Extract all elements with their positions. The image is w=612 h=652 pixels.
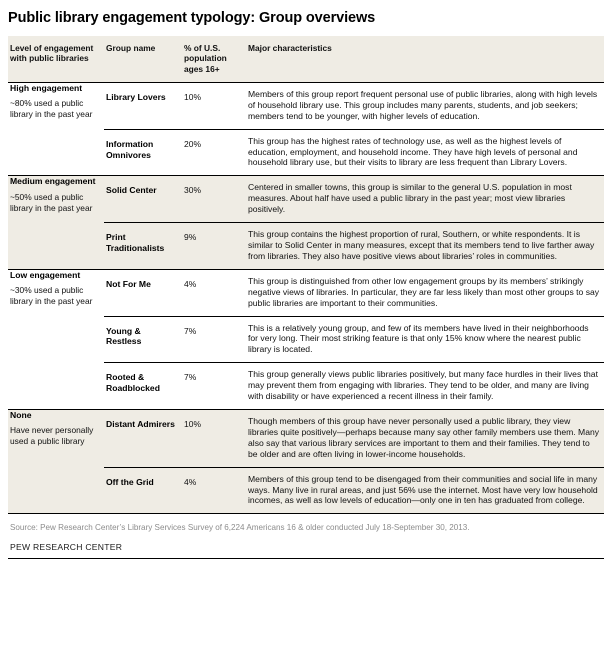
table-row bbox=[8, 269, 604, 316]
characteristics-cell: This group contains the highest proportion of rural, Southern, or white respondents. It is similar to Solid Center in many measures, except that its members tend to live farther away from libraries. They also have positive views about libraries’ roles in communities. bbox=[246, 223, 604, 270]
group-name-cell: Young & Restless bbox=[104, 316, 182, 363]
characteristics-cell: Members of this group tend to be disengaged from their communities and social life in many ways. Many live in rural areas, and just 56% use the internet. Most have very low household incomes, as well as low levels of education—only one in ten has graduated from college. bbox=[246, 467, 604, 513]
population-percent-cell: 10% bbox=[182, 82, 246, 129]
typology-table bbox=[8, 35, 604, 514]
group-name-cell: Rooted & Roadblocked bbox=[104, 363, 182, 410]
characteristics-cell: Centered in smaller towns, this group is similar to the general U.S. population in most measures. About half have used a public library in the past year; most view libraries positively. bbox=[246, 176, 604, 223]
typology-section bbox=[8, 82, 604, 175]
engagement-level-cell bbox=[8, 82, 104, 175]
typology-section bbox=[8, 269, 604, 409]
table-header bbox=[8, 35, 604, 82]
page-title: Public library engagement typology: Group overviews bbox=[8, 10, 376, 26]
engagement-level-subtitle: ~80% used a public library in the past year bbox=[10, 98, 93, 120]
engagement-level-title: Low engagement bbox=[10, 269, 81, 280]
characteristics-cell: This group generally views public libraries positively, but many face hurdles in their lives that may prevent them from engaging with libraries. They tend to be older, and many are living with disability or have experienced a recent illness in their family. bbox=[246, 363, 604, 410]
engagement-level-cell bbox=[8, 409, 104, 513]
engagement-level-title: High engagement bbox=[10, 82, 83, 93]
group-name-cell: Off the Grid bbox=[104, 467, 182, 513]
typology-section bbox=[8, 409, 604, 513]
characteristics-cell: This group has the highest rates of technology use, as well as the highest levels of education, employment, and household income. They have high levels of personal and household library use, but their visits to library are less frequent than Library Lovers. bbox=[246, 129, 604, 176]
population-percent-cell: 4% bbox=[182, 467, 246, 513]
column-header-level: Level of engagement with public libraries bbox=[8, 35, 104, 82]
characteristics-cell: This is a relatively young group, and few of its members have lived in their neighborhoods for very long. Their most striking feature is that only 15% know where the nearest public library is located. bbox=[246, 316, 604, 363]
engagement-level-block bbox=[10, 270, 96, 308]
group-name-cell: Solid Center bbox=[104, 176, 182, 223]
column-header-characteristics: Major characteristics bbox=[246, 35, 604, 82]
engagement-level-cell bbox=[8, 176, 104, 269]
table-row bbox=[8, 176, 604, 223]
group-name-cell: Not For Me bbox=[104, 269, 182, 316]
typology-section bbox=[8, 176, 604, 269]
group-name-cell: Distant Admirers bbox=[104, 409, 182, 467]
group-name-cell: Library Lovers bbox=[104, 82, 182, 129]
characteristics-cell: This group is distinguished from other low engagement groups by its members’ strikingly negative views of libraries. In particular, they are far less likely than most other groups to say public libraries are important to their communities. bbox=[246, 269, 604, 316]
characteristics-cell: Members of this group report frequent personal use of public libraries, along with high levels of household library use. This group includes many parents, students, and job seekers; members tend to be younger, with higher levels of education. bbox=[246, 82, 604, 129]
engagement-level-block bbox=[10, 410, 96, 448]
engagement-level-subtitle: ~30% used a public library in the past year bbox=[10, 285, 93, 307]
header-row bbox=[8, 35, 604, 82]
engagement-level-title: None bbox=[10, 409, 32, 420]
engagement-level-subtitle: ~50% used a public library in the past year bbox=[10, 191, 93, 213]
group-name-cell: Information Omnivores bbox=[104, 129, 182, 176]
population-percent-cell: 20% bbox=[182, 129, 246, 176]
engagement-level-cell bbox=[8, 269, 104, 409]
population-percent-cell: 7% bbox=[182, 316, 246, 363]
population-percent-cell: 7% bbox=[182, 363, 246, 410]
column-header-group-name: Group name bbox=[104, 35, 182, 82]
table-row bbox=[8, 409, 604, 467]
engagement-level-block bbox=[10, 176, 96, 214]
source-note: Source: Pew Research Center’s Library Services Survey of 6,224 Americans 16 & older conducted July 18-September 30, 2013. bbox=[10, 523, 470, 533]
population-percent-cell: 9% bbox=[182, 223, 246, 270]
population-percent-cell: 4% bbox=[182, 269, 246, 316]
engagement-level-title: Medium engagement bbox=[10, 176, 96, 187]
brand-label: PEW RESEARCH CENTER bbox=[8, 542, 604, 559]
footer bbox=[8, 513, 604, 542]
population-percent-cell: 30% bbox=[182, 176, 246, 223]
engagement-level-subtitle: Have never personally used a public library bbox=[10, 425, 94, 447]
table-row bbox=[8, 82, 604, 129]
group-name-cell: Print Traditionalists bbox=[104, 223, 182, 270]
column-header-percent: % of U.S. population ages 16+ bbox=[182, 35, 246, 82]
population-percent-cell: 10% bbox=[182, 409, 246, 467]
characteristics-cell: Though members of this group have never personally used a public library, they view libraries quite positively—perhaps because many say other family members use them. Many also say that various library services are important to them and their families. They tend to be older and are often living in lower-income households. bbox=[246, 409, 604, 467]
engagement-level-block bbox=[10, 83, 96, 121]
